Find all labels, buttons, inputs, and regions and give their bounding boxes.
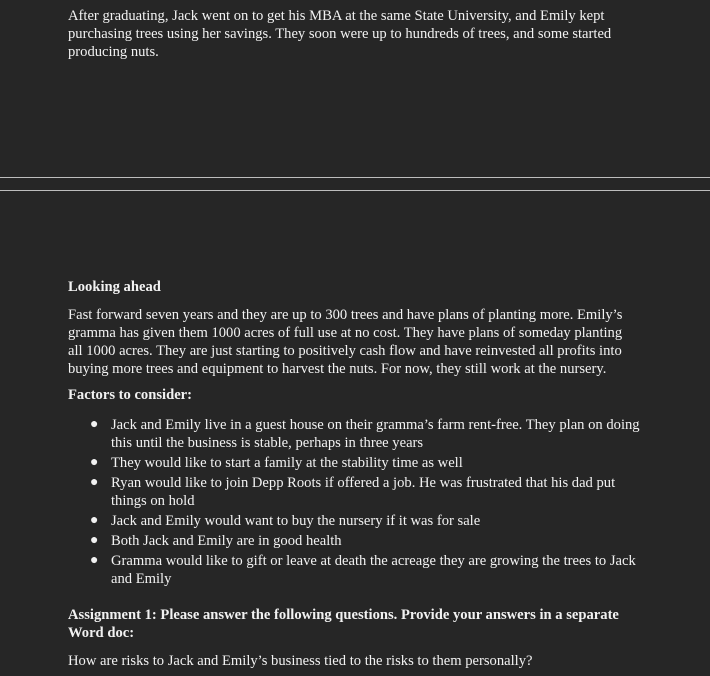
looking-ahead-paragraph: Fast forward seven years and they are up to 300 trees and have plans of planting more. Emily’s gramma has given them 1000 acres of full use at no cost. They have plans of someday planting all 1000 acres. They are just starting to positively cash flow and have reinvested all profits into buying more trees and equipment to harvest the nuts. For now, they still work at the nursery.	[68, 307, 623, 377]
bullet-icon: ●	[90, 455, 99, 470]
bullet-icon: ●	[90, 553, 99, 568]
bullet-icon: ●	[90, 475, 99, 490]
list-item-text: Gramma would like to gift or leave at death the acreage they are growing the trees to Jack and Emily	[111, 553, 636, 587]
list-item	[90, 474, 650, 510]
list-item	[90, 454, 650, 472]
list-item-text: Jack and Emily live in a guest house on their gramma’s farm rent-free. They plan on doing this until the business is stable, perhaps in three years	[111, 417, 640, 451]
list-item	[90, 552, 650, 588]
list-item-text: Ryan would like to join Depp Roots if offered a job. He was frustrated that his dad put things on hold	[111, 475, 616, 509]
assignment-question: How are risks to Jack and Emily’s business tied to the risks to them personally?	[68, 653, 533, 669]
intro-paragraph: After graduating, Jack went on to get his MBA at the same State University, and Emily kept purchasing trees using her savings. They soon were up to hundreds of trees, and some started producing nuts.	[68, 8, 612, 60]
looking-ahead-heading: Looking ahead	[68, 279, 161, 295]
assignment-heading: Assignment 1: Please answer the following questions. Provide your answers in a separate Word doc:	[68, 607, 619, 641]
list-item	[90, 512, 650, 530]
list-item-text: They would like to start a family at the stability time as well	[111, 455, 463, 471]
list-item	[90, 532, 650, 550]
bullet-icon: ●	[90, 533, 99, 548]
horizontal-rule	[0, 177, 710, 178]
horizontal-rule	[0, 190, 710, 191]
list-item-text: Jack and Emily would want to buy the nursery if it was for sale	[111, 513, 481, 529]
factors-list	[90, 416, 650, 590]
bullet-icon: ●	[90, 513, 99, 528]
bullet-icon: ●	[90, 417, 99, 432]
list-item-text: Both Jack and Emily are in good health	[111, 533, 342, 549]
list-item	[90, 416, 650, 452]
factors-heading: Factors to consider:	[68, 387, 193, 403]
